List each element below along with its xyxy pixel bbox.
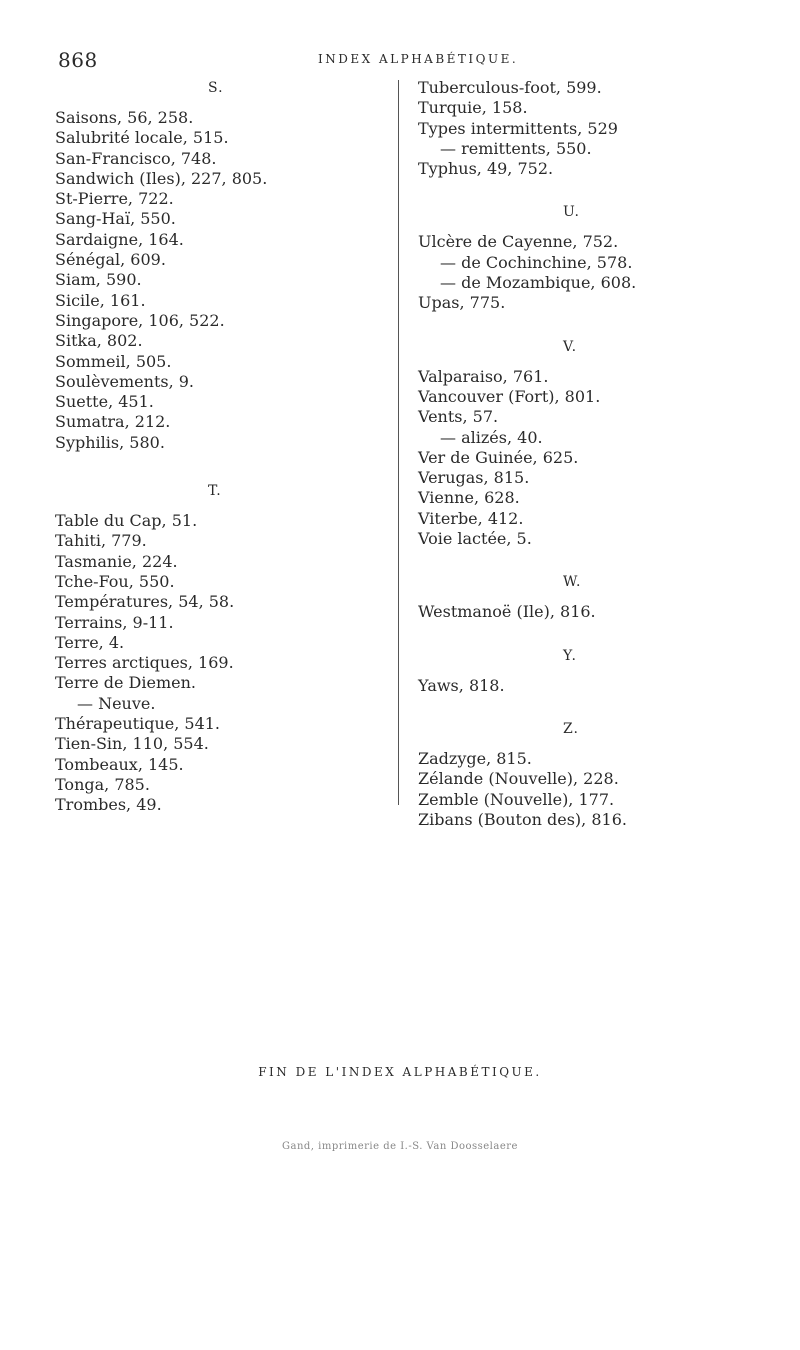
index-section — [55, 481, 375, 815]
index-entry: Zélande (Nouvelle), 228. — [418, 769, 619, 789]
section-letter: Z. — [563, 720, 579, 737]
index-entry: Valparaiso, 761. — [418, 366, 549, 386]
section-letter: S. — [208, 80, 224, 96]
index-entry: Turquie, 158. — [418, 98, 528, 118]
index-entry: Températures, 54, 58. — [55, 592, 235, 612]
index-entry: Ver de Guinée, 625. — [418, 447, 579, 467]
index-section — [418, 337, 738, 550]
end-of-index-title: FIN DE L'INDEX ALPHABÉTIQUE. — [258, 1065, 542, 1079]
index-subentry: — Neuve. — [77, 693, 156, 713]
index-entry: Soulèvements, 9. — [55, 371, 195, 391]
section-letter: U. — [563, 204, 580, 221]
index-column-right — [418, 78, 738, 830]
index-subentry: — remittents, 550. — [440, 138, 592, 158]
index-entry: Suette, 451. — [55, 392, 154, 412]
index-section — [418, 572, 738, 622]
index-entry: Zemble (Nouvelle), 177. — [418, 789, 615, 809]
index-entry: Upas, 775. — [418, 293, 506, 313]
index-entry: Westmanoë (Ile), 816. — [418, 602, 596, 622]
column-divider — [398, 80, 399, 805]
index-entry: Table du Cap, 51. — [55, 511, 198, 531]
index-entry: Syphilis, 580. — [55, 432, 165, 452]
index-entry: Tuberculous-foot, 599. — [418, 78, 602, 97]
index-entry: Sicile, 161. — [55, 290, 146, 310]
running-head: INDEX ALPHABÉTIQUE. — [318, 52, 519, 66]
index-entry: Sardaigne, 164. — [55, 229, 184, 249]
index-entry: Terrains, 9-11. — [55, 612, 174, 632]
section-gap — [55, 453, 375, 481]
index-entry: Siam, 590. — [55, 270, 142, 290]
index-entry: Ulcère de Cayenne, 752. — [418, 232, 619, 252]
index-entry: San-Francisco, 748. — [55, 148, 217, 168]
index-section — [418, 78, 738, 179]
index-section — [418, 202, 738, 313]
index-entry: Sommeil, 505. — [55, 351, 172, 371]
index-entry: Tien-Sin, 110, 554. — [55, 734, 209, 754]
section-letter: T. — [208, 483, 222, 500]
index-entry: Trombes, 49. — [55, 795, 162, 815]
index-entry: Zibans (Bouton des), 816. — [418, 809, 627, 829]
section-letter: V. — [563, 338, 578, 355]
section-gap — [418, 179, 738, 202]
index-section — [55, 78, 375, 453]
section-gap — [418, 696, 738, 719]
printer-imprint: Gand, imprimerie de I.-S. Van Doosselaere — [282, 1141, 518, 1152]
index-section — [418, 646, 738, 696]
index-entry: Tombeaux, 145. — [55, 754, 184, 774]
index-entry: Terre, 4. — [55, 632, 125, 652]
index-subentry: — de Mozambique, 608. — [440, 273, 637, 293]
index-entry: Singapore, 106, 522. — [55, 310, 225, 330]
index-entry: Tonga, 785. — [55, 774, 150, 794]
index-entry: Yaws, 818. — [418, 675, 505, 695]
index-entry: Sénégal, 609. — [55, 250, 166, 270]
index-entry: Sandwich (Iles), 227, 805. — [55, 168, 268, 188]
index-entry: Terre de Diemen. — [55, 673, 196, 693]
section-letter: W. — [563, 574, 582, 591]
index-entry: Sang-Haï, 550. — [55, 209, 176, 229]
index-column-left — [55, 78, 375, 816]
index-entry: Vienne, 628. — [418, 488, 520, 508]
index-entry: Sumatra, 212. — [55, 412, 171, 432]
index-entry: Thérapeutique, 541. — [55, 714, 221, 734]
index-entry: Vents, 57. — [418, 407, 499, 427]
section-letter: Y. — [563, 647, 577, 664]
index-section — [418, 719, 738, 830]
index-entry: Viterbe, 412. — [418, 508, 524, 528]
index-entry: Types intermittents, 529 — [418, 118, 618, 138]
index-entry: Saisons, 56, 258. — [55, 108, 194, 127]
index-entry: Voie lactée, 5. — [418, 529, 532, 549]
index-entry: Tche-Fou, 550. — [55, 571, 175, 591]
index-entry: Typhus, 49, 752. — [418, 159, 554, 179]
section-gap — [418, 549, 738, 572]
index-entry: Salubrité locale, 515. — [55, 128, 229, 148]
index-subentry: — alizés, 40. — [440, 427, 543, 447]
index-entry: Vancouver (Fort), 801. — [418, 386, 601, 406]
section-gap — [418, 314, 738, 337]
index-entry: Verugas, 815. — [418, 468, 530, 488]
index-entry: Sitka, 802. — [55, 331, 143, 351]
page-number: 868 — [58, 48, 98, 72]
index-subentry: — de Cochinchine, 578. — [440, 252, 633, 272]
section-gap — [418, 623, 738, 646]
index-entry: Zadzyge, 815. — [418, 748, 532, 768]
index-entry: Terres arctiques, 169. — [55, 653, 234, 673]
index-entry: St-Pierre, 722. — [55, 189, 174, 209]
index-entry: Tasmanie, 224. — [55, 551, 178, 571]
index-entry: Tahiti, 779. — [55, 531, 147, 551]
